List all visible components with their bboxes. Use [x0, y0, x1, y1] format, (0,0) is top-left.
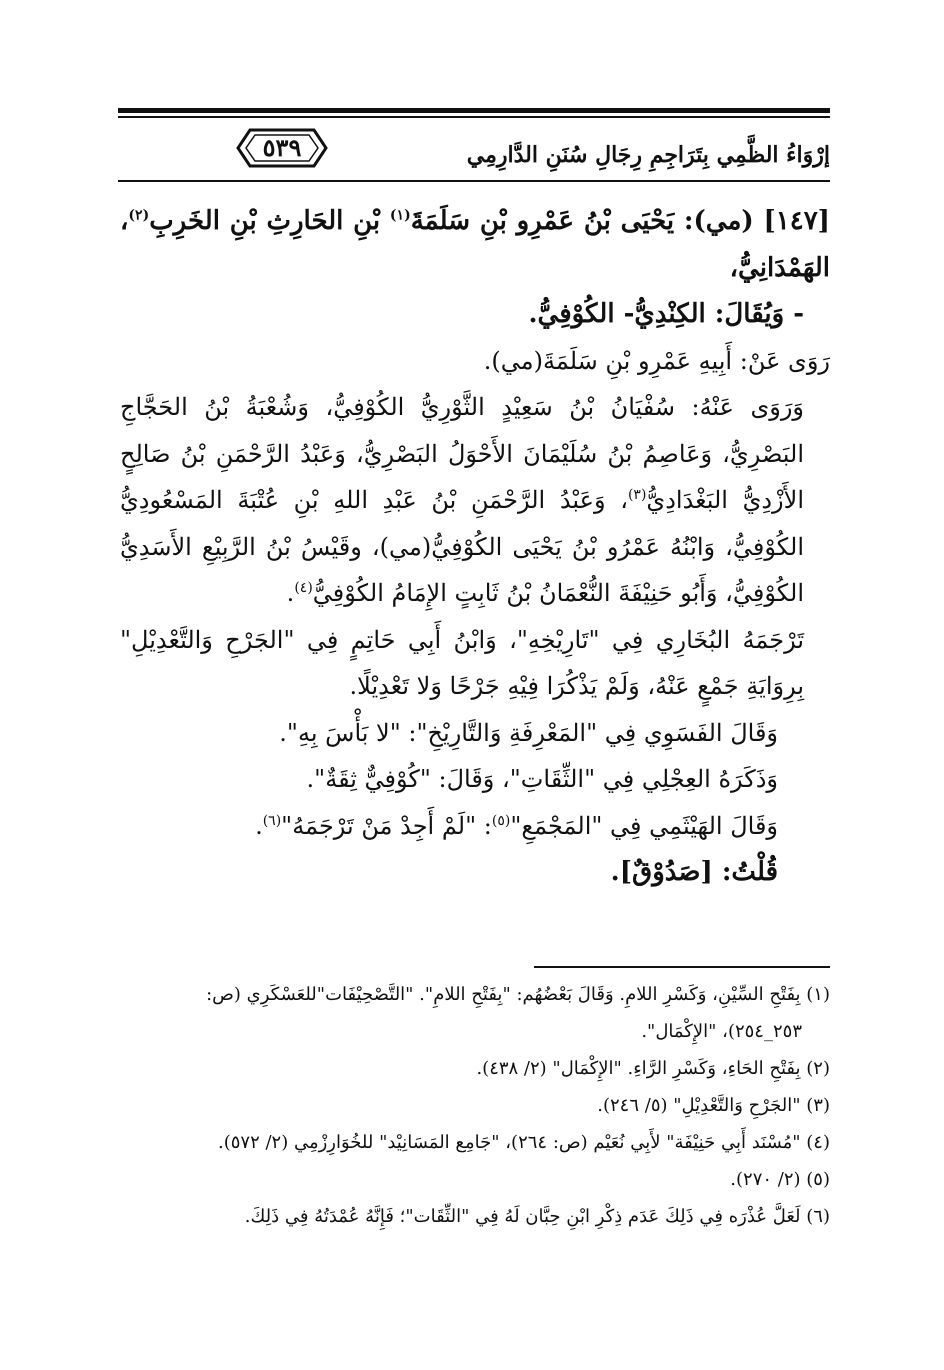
page-header [118, 100, 830, 190]
narrated-by [120, 384, 830, 617]
entry-nisba: ، الهَمْدَانِيُّ، [120, 206, 830, 283]
haythami-statement [120, 803, 830, 850]
entry-heading [120, 198, 830, 291]
haythami-part2: : "لَمْ أَجِدْ مَنْ تَرْجَمَهُ" [281, 811, 492, 840]
entry-alt-nisba: - وَيُقَالَ: الكِنْدِيُّ- الكُوْفِيُّ. [528, 299, 804, 329]
footnote-6: (٦) لَعَلَّ عُذْرَه فِي ذَلِكَ عَدَم ذِكْرِ ابْنِ حِبَّان لَهُ فِي "الثِّقَات"؛ فَإِنَّهُ عُمْدَتُهُ فِي ذَلِكَ. [244, 1206, 830, 1227]
narrated-from: رَوَى عَنْ: أَبِيهِ عَمْرِو بْنِ سَلَمَةَ(مي). [483, 346, 830, 375]
narrated-by-part1: وَرَوَى عَنْهُ: سُفْيَانُ بْنُ سَعِيْدٍ الثَّوْرِيُّ الكُوْفِيُّ، وَشُعْبَةُ بْنُ الحَجَّاجِ البَصْرِيُّ، وَعَاصِمُ بْنُ سُلَيْمَانَ الأَحْوَلُ البَصْرِيُّ، وَعَبْدُ الرَّحْمَنِ بْنُ صَالِحٍ الأَزْدِيُّ البَغْدَادِيُّ [120, 393, 805, 514]
header-rule-thin [118, 116, 830, 118]
header-rule-bottom [118, 180, 830, 182]
footnote-3: (٣) "الجَرْحِ وَالتَّعْدِيْلِ" (٥/ ٢٤٦). [597, 1095, 830, 1116]
translation-note: تَرْجَمَهُ البُخَارِي فِي "تَارِيْخِهِ"، وَابْنُ أَبِي حَاتِمٍ فِي "الجَرْحِ وَالتَّعْدِيْلِ" بِرِوَايَةِ جَمْعٍ عَنْهُ، وَلَمْ يَذْكُرَا فِيْهِ جَرْحًا وَلا تَعْدِيْلًا. [120, 625, 804, 700]
haythami-end: . [255, 811, 263, 840]
footnotes [120, 976, 830, 1235]
entry-lineage: بْنِ الحَارِثِ بْنِ الخَرِبِ [149, 206, 390, 236]
footnote-separator [534, 966, 830, 968]
footnote-1-continued: ٢٥٣_٢٥٤)، "الإِكْمَال". [641, 1021, 802, 1042]
footnote-ref-5: (٥) [491, 812, 511, 829]
entry-name: [١٤٧] (مي): يَحْيَى بْنُ عَمْرِو بْنِ سَلَمَةَ [410, 206, 830, 236]
footnote-5: (٥) (٢/ ٢٧٠). [730, 1169, 830, 1190]
footnote-ref-6: (٦) [262, 812, 282, 829]
haythami-part1: وَقَالَ الهَيْثَمِي فِي "المَجْمَعِ" [510, 811, 778, 840]
narrated-by-end: . [286, 579, 295, 607]
header-rule-thick [118, 108, 830, 113]
page-number-badge [236, 126, 328, 170]
narrated-by-part2: ، وَعَبْدُ الرَّحْمَنِ بْنُ عَبْدِ اللهِ بْنِ عُتْبَةَ المَسْعُودِيُّ الكُوْفِيُّ، وَابْنُهُ عَمْرُو بْنُ يَحْيَى الكُوْفِيُّ(مي)، وقَيْسُ بْنُ الرَّبِيْعِ الأَسَدِيُّ الكُوْفِيُّ، وَأَبُو حَنِيْفَةَ النُّعْمَانُ بْنُ ثَابِتٍ الإِمَامُ الكُوْفِيُّ [120, 486, 804, 607]
ijli-statement: وَذَكَرَهُ العِجْلِي فِي "الثِّقَاتِ"، وَقَالَ: "كُوْفِيٌّ ثِقَةٌ". [306, 765, 778, 793]
footnote-ref-1: (١) [389, 207, 411, 224]
page-number: ٥٣٩ [262, 133, 302, 162]
footnote-ref-2: (٢) [128, 207, 150, 224]
running-title: إرْوَاءُ الظَّمِي بِتَرَاجِمِ رِجَالِ سُنَنِ الدَّارِمِي [466, 142, 830, 168]
footnote-ref-3: (٣) [627, 487, 647, 503]
footnote-ref-4: (٤) [294, 580, 313, 596]
author-conclusion: قُلْتُ: [صَدُوْقٌ]. [610, 857, 778, 887]
footnote-1: (١) بِفَتْحِ السِّيْنِ، وَكَسْرِ اللامِ. وَقَالَ بَعْضُهُم: "بِفَتْحِ اللامِ". "التَّصْحِيْفَات"للعَسْكَرِي (ص: [206, 984, 830, 1005]
footnote-4: (٤) "مُسْنَد أَبِي حَنِيْفَة" لأَبِي نُعَيْم (ص: ٢٦٤)، "جَامِع المَسَانِيْد" للخُوَارِزْمِي (٢/ ٥٧٢). [217, 1132, 830, 1153]
main-text [120, 198, 830, 896]
footnote-2: (٢) بِفَتْحِ الحَاءِ، وَكَسْرِ الرَّاءِ. "الإِكْمَال" (٢/ ٤٣٨). [476, 1058, 830, 1079]
fasawi-statement: وَقَالَ الفَسَوِي فِي "المَعْرِفَةِ وَالتَّارِيْخِ": "لا بَأْسَ بِهِ". [279, 718, 778, 747]
